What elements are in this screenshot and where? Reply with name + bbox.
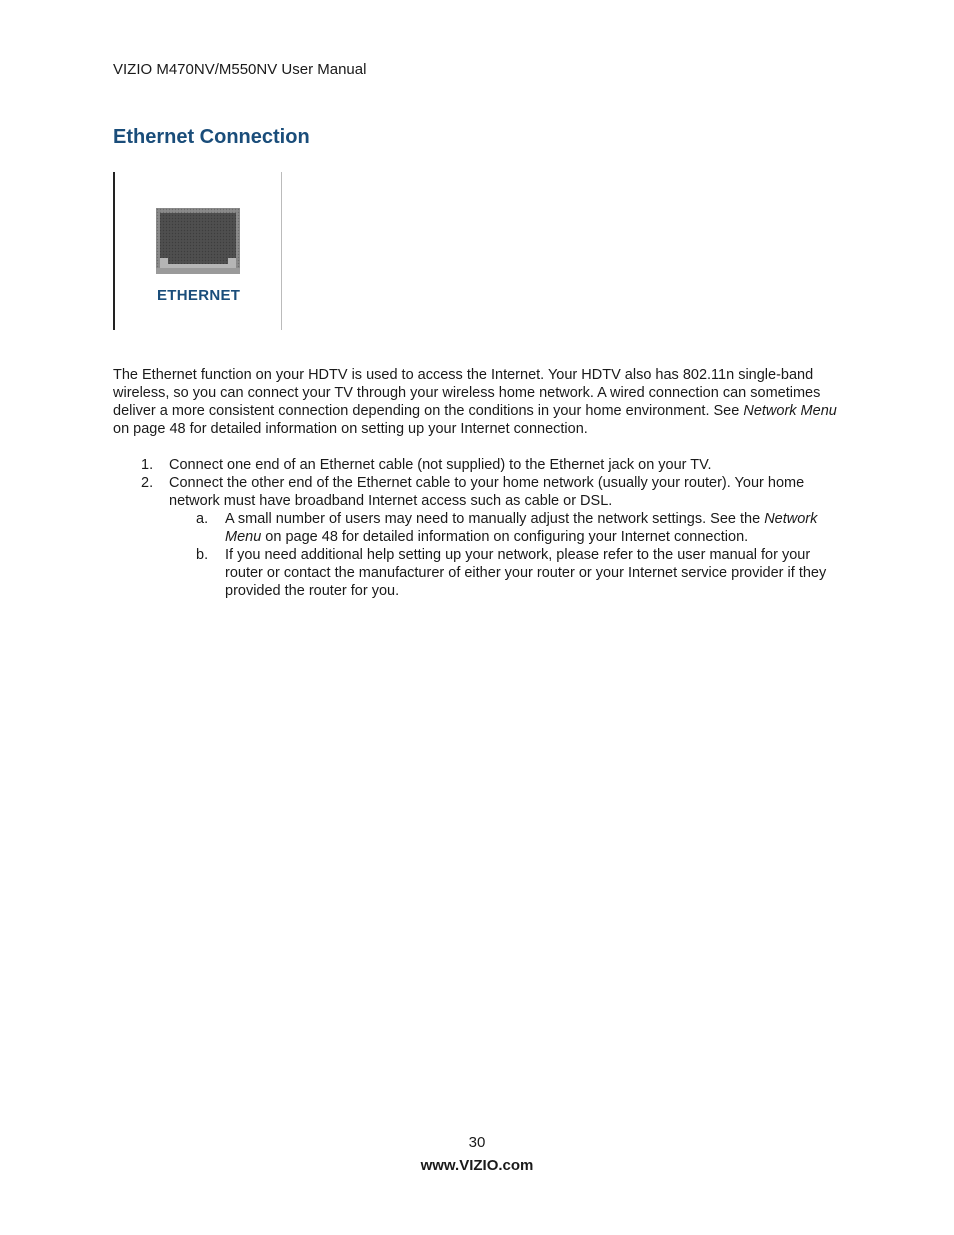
substeps-list	[169, 510, 843, 600]
list-item	[169, 546, 843, 600]
intro-paragraph	[113, 366, 843, 438]
section-title: Ethernet Connection	[113, 126, 310, 148]
step-text: Connect one end of an Ethernet cable (not supplied) to the Ethernet jack on your TV.	[169, 457, 712, 473]
list-item	[113, 456, 843, 474]
running-header: VIZIO M470NV/M550NV User Manual	[113, 61, 367, 78]
ethernet-figure	[113, 172, 283, 330]
intro-text-end: on page 48 for detailed information on setting up your Internet connection.	[113, 421, 588, 437]
step-text: Connect the other end of the Ethernet cable to your home network (usually your router). Your home network must have broadband Internet access such as cable or DSL.	[169, 475, 805, 509]
figure-left-rule	[113, 172, 115, 330]
ethernet-port-icon	[156, 208, 240, 274]
substep-text-end: on page 48 for detailed information on configuring your Internet connection.	[261, 529, 749, 545]
footer-url: www.VIZIO.com	[420, 1157, 534, 1174]
network-menu-reference: Network Menu	[225, 511, 818, 545]
step-number: 1.	[141, 457, 154, 473]
ethernet-label: ETHERNET	[157, 287, 241, 304]
page-number: 30	[468, 1134, 486, 1151]
substep-text: A small number of users may need to manually adjust the network settings. See the	[225, 511, 765, 527]
step-number: 2.	[141, 475, 154, 491]
list-item	[113, 474, 843, 600]
figure-right-rule	[281, 172, 282, 330]
intro-text: The Ethernet function on your HDTV is used to access the Internet. Your HDTV also has 802.11n single-band wireless, so you can connect your TV through your wireless home network. A wired connection can sometimes deliver a more consistent connection depending on the conditions in your home environment. See	[113, 367, 821, 419]
steps-list	[113, 456, 843, 600]
substep-text: If you need additional help setting up your network, please refer to the user manual for your router or contact the manufacturer of either your router or your Internet service provider if they provided the router for you.	[225, 547, 827, 599]
substep-letter: a.	[196, 511, 209, 527]
network-menu-reference: Network Menu	[743, 403, 837, 419]
list-item	[169, 510, 843, 546]
substep-letter: b.	[196, 547, 209, 563]
